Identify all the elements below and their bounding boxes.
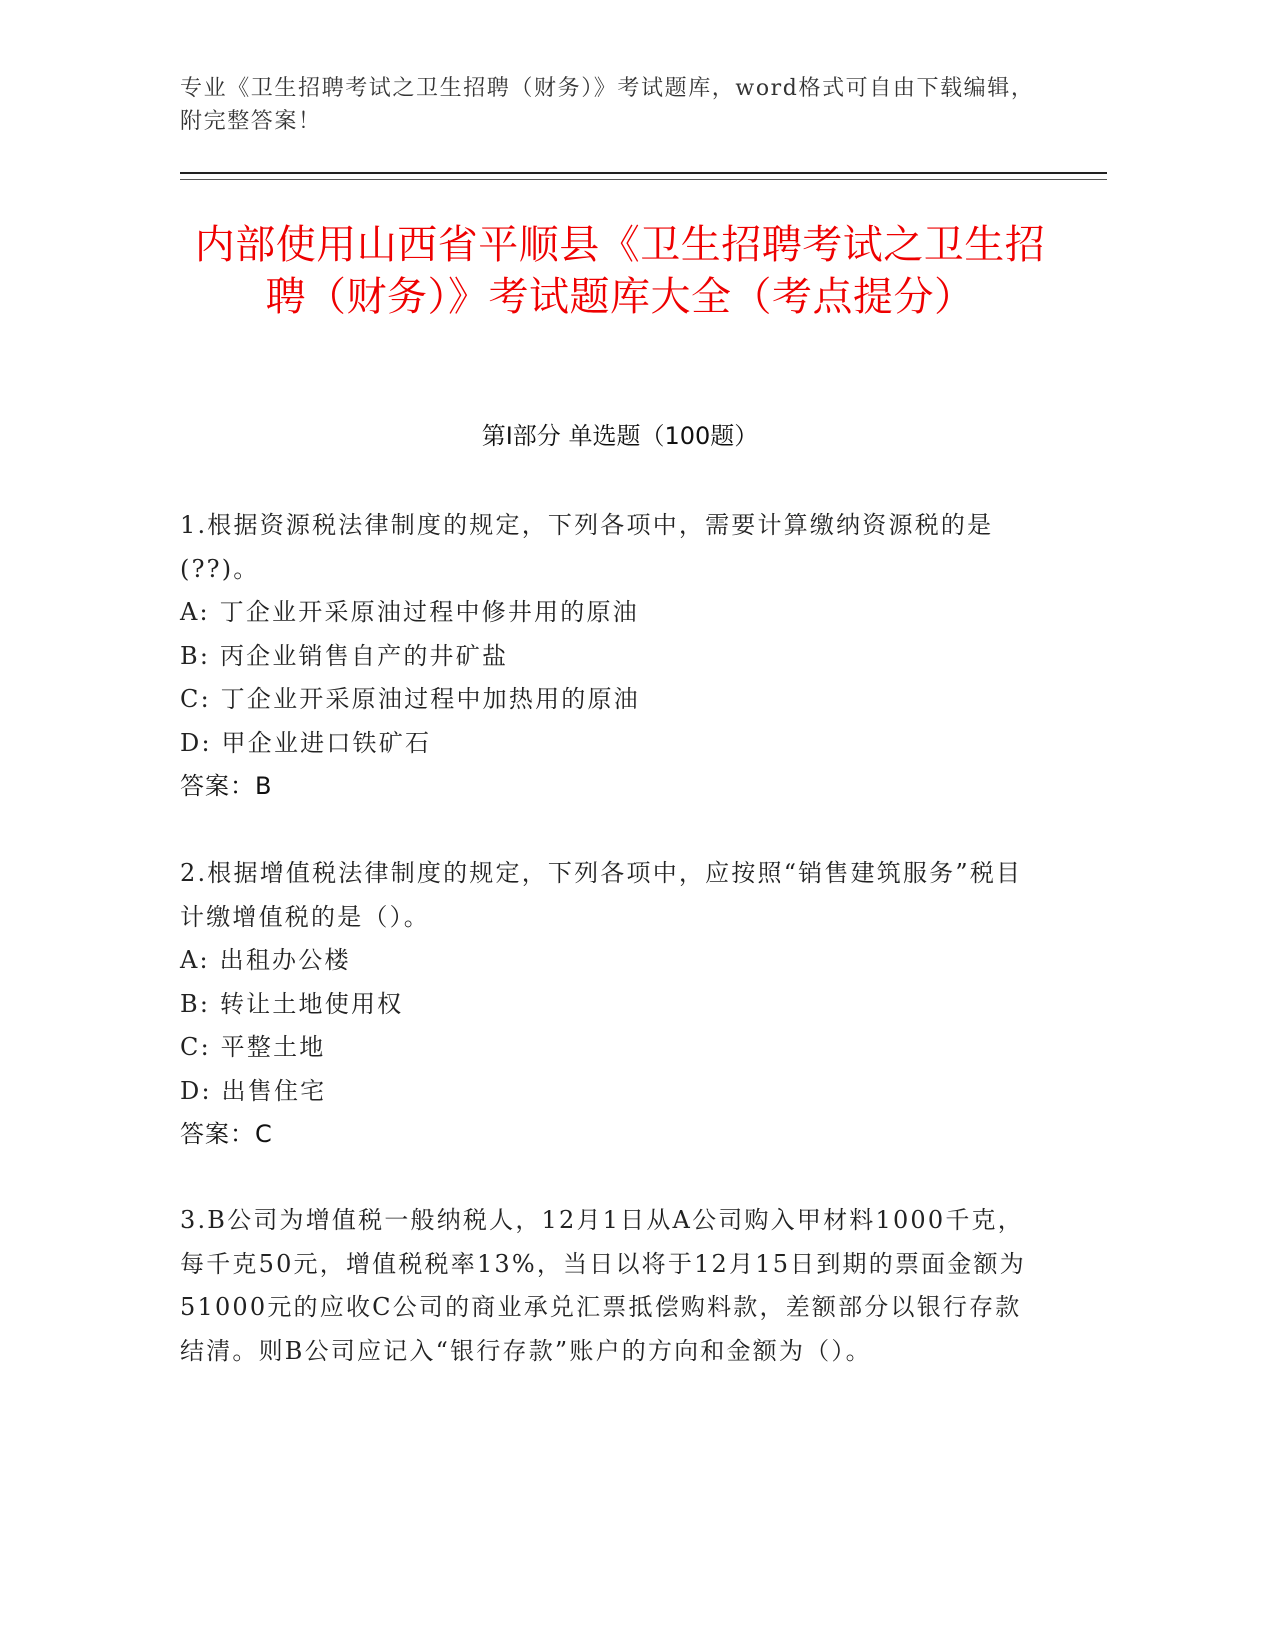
header-divider-thick (180, 172, 1107, 174)
answer: 答案：C (180, 1120, 273, 1148)
question-text: 1.根据资源税法律制度的规定，下列各项中，需要计算缴纳资源税的是(??)。 (180, 511, 994, 583)
answer: 答案：B (180, 772, 273, 800)
document-title: 内部使用山西省平顺县《卫生招聘考试之卫生招聘（财务）》考试题库大全（考点提分） (194, 222, 1046, 320)
question-3 (180, 1199, 1040, 1373)
header-divider-thin (180, 179, 1107, 180)
question-2 (180, 852, 1040, 1157)
option-b: B: 转让土地使用权 (180, 989, 404, 1018)
option-a: A: 出租办公楼 (180, 946, 351, 974)
option-d: D: 出售住宅 (180, 1076, 327, 1105)
section-title: 第I部分 单选题（100题） (481, 422, 759, 450)
question-text: 3.B公司为增值税一般纳税人，12月1日从A公司购入甲材料1000千克，每千克50元，增值税税率13%，当日以将于12月15日到期的票面金额为51000元的应收C公司的商业承兑汇票抵偿购料款，差额部分以银行存款结清。则B公司应记入“银行存款”账户的方向和金额为（）。 (180, 1206, 1026, 1365)
header-note: 专业《卫生招聘考试之卫生招聘（财务）》考试题库，word格式可自由下载编辑，附完整答案！ (180, 76, 1035, 134)
question-text: 2.根据增值税法律制度的规定，下列各项中，应按照“销售建筑服务”税目计缴增值税的是（）。 (180, 859, 1023, 931)
option-a: A: 丁企业开采原油过程中修井用的原油 (180, 598, 639, 626)
option-d: D: 甲企业进口铁矿石 (180, 728, 432, 757)
question-1 (180, 504, 1040, 809)
option-b: B: 丙企业销售自产的井矿盐 (180, 641, 509, 670)
option-c: C: 丁企业开采原油过程中加热用的原油 (180, 685, 640, 713)
option-c: C: 平整土地 (180, 1033, 326, 1061)
